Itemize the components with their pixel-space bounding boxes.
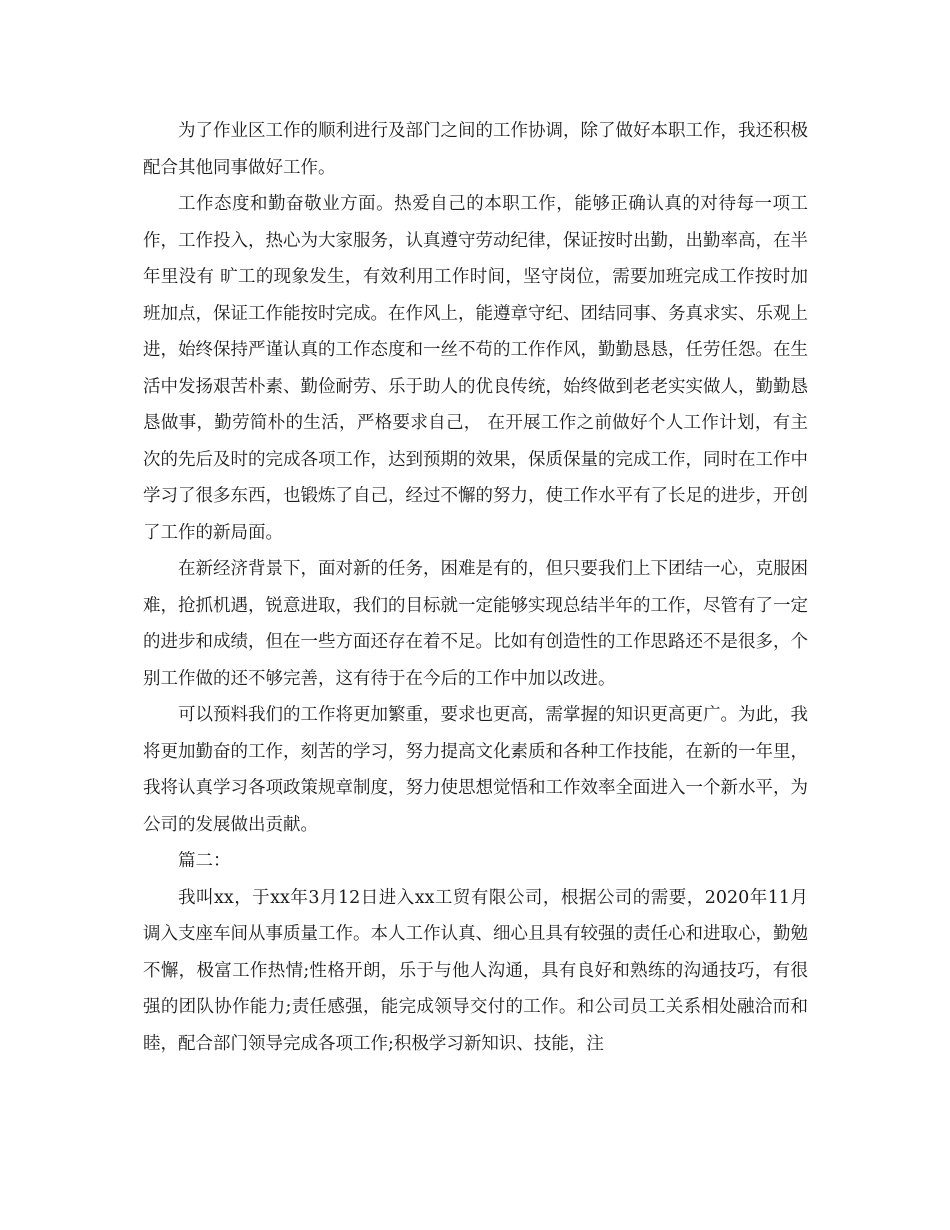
paragraph-3: 在新经济背景下，面对新的任务，困难是有的，但只要我们上下团结一心，克服困难，抢抓机遇，锐意进取，我们的目标就一定能够实现总结半年的工作，尽管有了一定的进步和成绩，但在一些方面还存在着不足。比如有创造性的工作思路还不是很多，个别工作做的还不够完善，这有待于在今后的工作中加以改进。	[143, 559, 808, 689]
section-heading: 篇二：	[178, 851, 231, 871]
paragraph-1: 为了作业区工作的顺利进行及部门之间的工作协调，除了做好本职工作，我还积极配合其他同事做好工作。	[143, 121, 808, 178]
paragraph-5: 我叫xx，于xx年3月12日进入xx工贸有限公司，根据公司的需要，2020年11月调入支座车间从事质量工作。本人工作认真、细心且具有较强的责任心和进取心，勤勉不懈，极富工作热情;性格开朗，乐于与他人沟通，具有良好和熟练的沟通技巧，有很强的团队协作能力;责任感强，能完成领导交付的工作。和公司员工关系相处融洽而和睦，配合部门领导完成各项工作;积极学习新知识、技能，注	[143, 887, 808, 1054]
paragraph-4: 可以预料我们的工作将更加繁重，要求也更高，需掌握的知识更高更广。为此，我将更加勤奋的工作，刻苦的学习，努力提高文化素质和各种工作技能，在新的一年里，我将认真学习各项政策规章制度，努力使思想觉悟和工作效率全面进入一个新水平，为公司的发展做出贡献。	[143, 705, 808, 835]
document-body	[143, 113, 808, 1062]
paragraph-2: 工作态度和勤奋敬业方面。热爱自己的本职工作，能够正确认真的对待每一项工作，工作投入，热心为大家服务，认真遵守劳动纪律，保证按时出勤，出勤率高，在半年里没有 旷工的现象发生，有效利用工作时间，坚守岗位，需要加班完成工作按时加班加点，保证工作能按时完成。在作风上，能遵章守纪、团结同事、务真求实、乐观上进，始终保持严谨认真的工作态度和一丝不苟的工作作风，勤勤恳恳，任劳任怨。在生活中发扬艰苦朴素、勤俭耐劳、乐于助人的优良传统，始终做到老老实实做人，勤勤恳恳做事，勤劳简朴的生活，严格要求自己， 在开展工作之前做好个人工作计划，有主次的先后及时的完成各项工作，达到预期的效果，保质保量的完成工作，同时在工作中学习了很多东西，也锻炼了自己，经过不懈的努力，使工作水平有了长足的进步，开创了工作的新局面。	[143, 194, 808, 543]
